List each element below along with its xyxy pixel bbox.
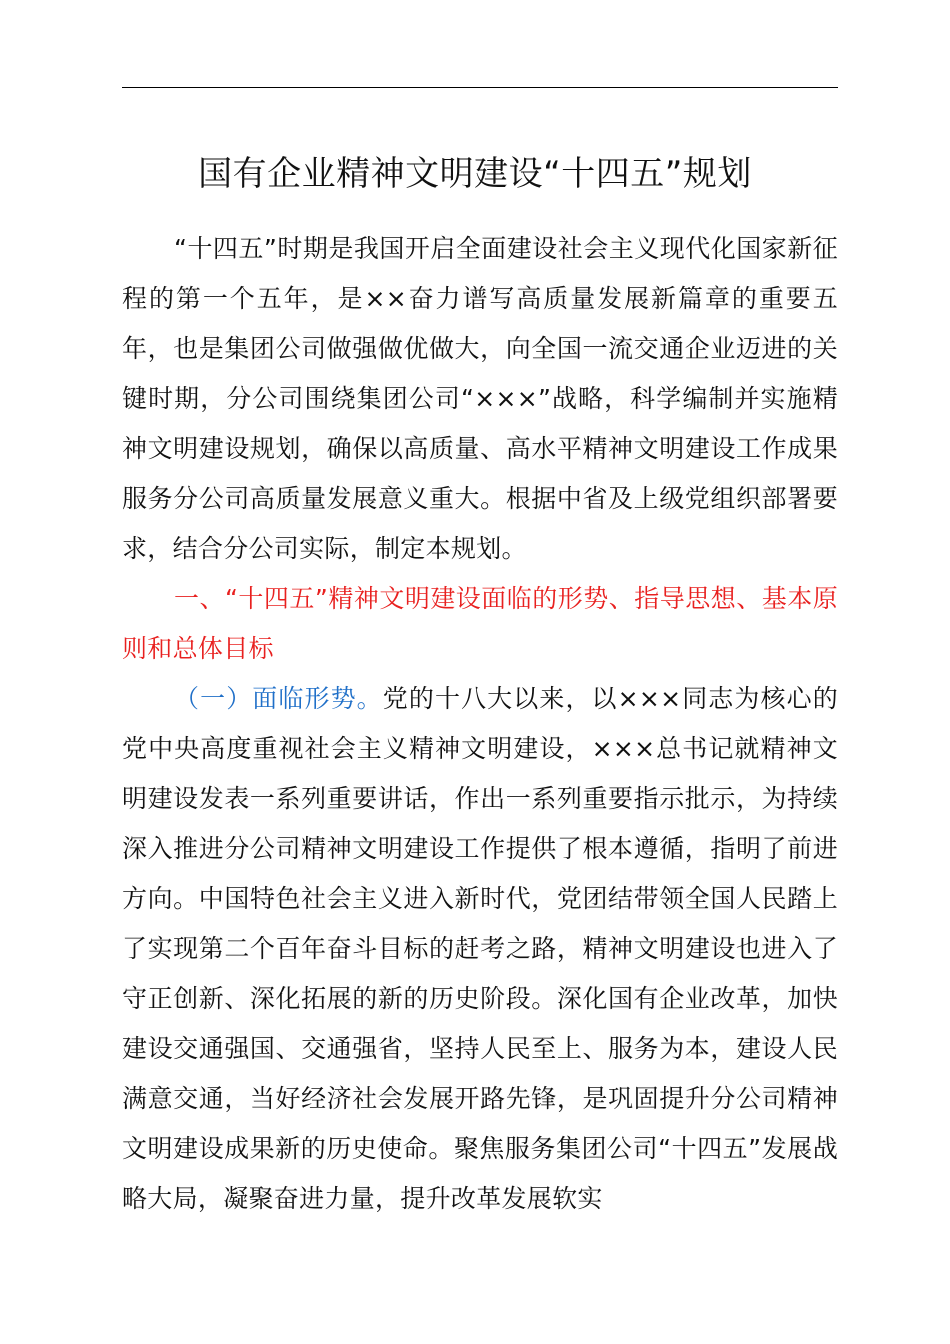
intro-paragraph: “十四五”时期是我国开启全面建设社会主义现代化国家新征程的第一个五年，是××奋力谱写高质量发展新篇章的重要五年，也是集团公司做强做优做大，向全国一流交通企业迈进的关键时期，分公司围绕集团公司“×××”战略，科学编制并实施精神文明建设规划，确保以高质量、高水平精神文明建设工作成果服务分公司高质量发展意义重大。根据中省及上级党组织部署要求，结合分公司实际，制定本规划。 (122, 234, 838, 563)
section-heading-1: 一、“十四五”精神文明建设面临的形势、指导思想、基本原则和总体目标 (122, 584, 838, 663)
document-body (122, 224, 838, 1224)
subsection-heading-1: （一）面临形势。 (174, 684, 383, 713)
subsection-text-1: 党的十八大以来，以×××同志为核心的党中央高度重视社会主义精神文明建设，×××总书记就精神文明建设发表一系列重要讲话，作出一系列重要指示批示，为持续深入推进分公司精神文明建设工作提供了根本遵循，指明了前进方向。中国特色社会主义进入新时代，党团结带领全国人民踏上了实现第二个百年奋斗目标的赶考之路，精神文明建设也进入了守正创新、深化拓展的新的历史阶段。深化国有企业改革，加快建设交通强国、交通强省，坚持人民至上、服务为本，建设人民满意交通，当好经济社会发展开路先锋，是巩固提升分公司精神文明建设成果新的历史使命。聚焦服务集团公司“十四五”发展战略大局，凝聚奋进力量，提升改革发展软实 (122, 684, 838, 1213)
subsection-paragraph-1 (122, 674, 838, 1224)
header-rule (122, 87, 838, 88)
document-title: 国有企业精神文明建设“十四五”规划 (198, 154, 752, 194)
